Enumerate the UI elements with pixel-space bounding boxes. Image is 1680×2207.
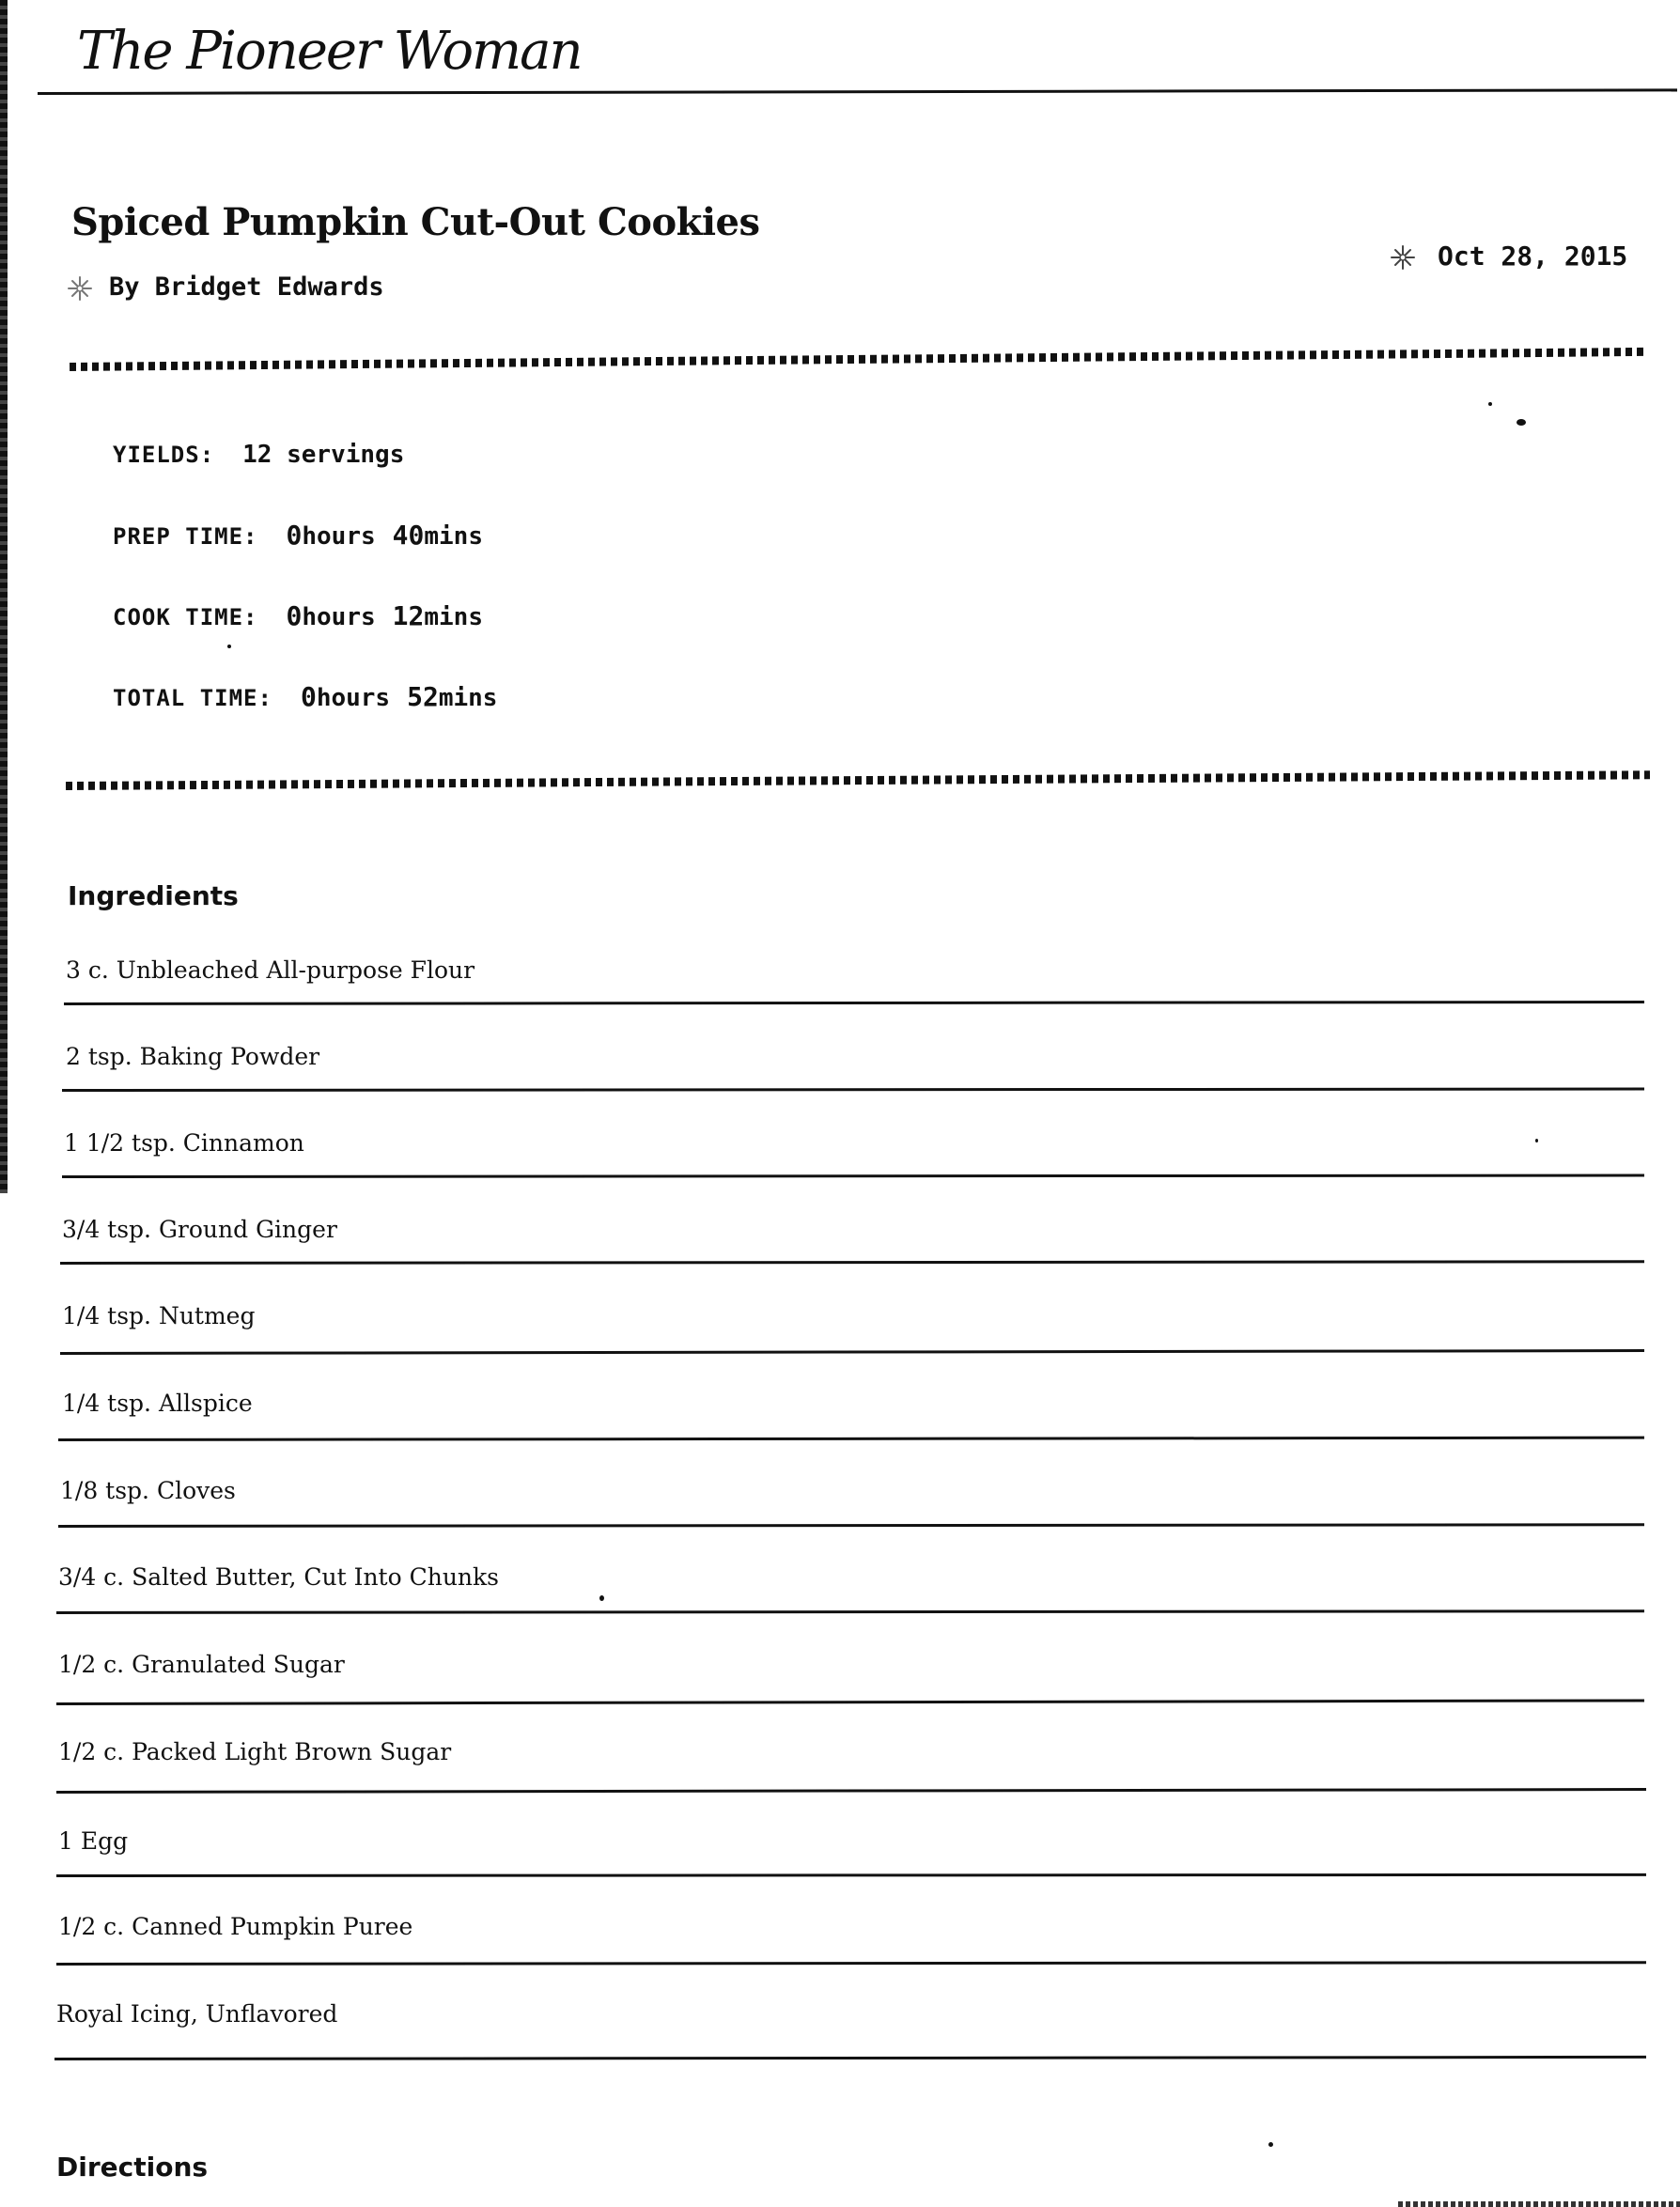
site-logo[interactable] [77,6,582,96]
recipe-byline [66,272,384,303]
ingredient-divider [54,2056,1646,2060]
yields-row [113,441,404,469]
scan-speck [1517,419,1526,426]
total-mins-unit: mins [438,684,498,712]
cook-hours: 0 [286,600,303,631]
ingredient-divider [58,1437,1644,1441]
scan-speck [1488,402,1492,406]
cook-time-row [113,600,483,631]
ingredient-divider [62,1174,1644,1178]
star-burst-icon [1389,243,1417,272]
recipe-title: Spiced Pumpkin Cut-Out Cookies [71,199,760,244]
ingredient-item: 3 c. Unbleached All-purpose Flour [66,956,475,984]
prep-mins-unit: mins [424,522,483,551]
cook-hours-unit: hours [302,603,376,631]
ingredient-item: 3/4 tsp. Ground Ginger [62,1216,337,1243]
date-text: Oct 28, 2015 [1438,241,1628,272]
directions-heading: Directions [56,2152,209,2184]
total-time-label: TOTAL TIME: [113,685,272,711]
recipe-date [1389,241,1627,272]
ingredient-divider [60,1349,1644,1355]
ingredient-item: 1 Egg [58,1827,129,1855]
total-hours-unit: hours [316,684,391,712]
cook-time-label: COOK TIME: [113,604,258,630]
ingredient-divider [56,1961,1646,1966]
ingredient-item: 3/4 c. Salted Butter, Cut Into Chunks [58,1563,500,1591]
ingredient-divider [56,1699,1644,1705]
ingredient-item: 1/4 tsp. Allspice [62,1390,253,1417]
ingredient-item: 1/8 tsp. Cloves [60,1477,236,1504]
dotted-divider [66,770,1650,790]
page-edge-binding [0,0,8,1193]
ingredient-divider [56,1873,1646,1877]
cook-mins: 12 [392,600,425,631]
ingredient-divider [58,1523,1644,1528]
ingredient-divider [64,1001,1644,1005]
ingredient-item: 1/2 c. Canned Pumpkin Puree [58,1913,413,1940]
scan-speck [1268,2142,1273,2147]
ingredient-divider [56,1788,1646,1794]
ingredient-item: Royal Icing, Unflavored [56,2000,338,2028]
scan-speck [1535,1139,1538,1142]
total-hours: 0 [300,681,317,712]
total-mins: 52 [407,681,439,712]
cook-mins-unit: mins [424,603,483,631]
ingredient-item: 1/4 tsp. Nutmeg [62,1302,256,1329]
dotted-divider [70,348,1644,371]
scan-speck [227,645,231,648]
yields-label: YIELDS: [113,442,215,468]
ingredient-item: 2 tsp. Baking Powder [66,1043,320,1070]
page-edge-bottom [1398,2201,1680,2207]
prep-hours: 0 [286,520,303,551]
ingredient-item: 1 1/2 tsp. Cinnamon [64,1129,304,1157]
prep-mins: 40 [392,520,425,551]
author-name: By Bridget Edwards [109,272,384,302]
ingredient-divider [62,1088,1644,1092]
ingredient-divider [60,1260,1644,1265]
ingredients-heading: Ingredients [68,880,239,912]
prep-hours-unit: hours [302,522,376,551]
prep-time-row [113,520,483,551]
scan-speck [599,1595,604,1601]
prep-time-label: PREP TIME: [113,523,258,550]
ingredient-item: 1/2 c. Packed Light Brown Sugar [58,1738,452,1765]
site-logo-text: The Pioneer Woman [77,21,582,82]
ingredient-divider [56,1609,1644,1614]
total-time-row [113,681,497,712]
ingredient-item: 1/2 c. Granulated Sugar [58,1651,345,1678]
yields-value: 12 servings [242,441,405,469]
star-burst-icon [66,274,94,303]
